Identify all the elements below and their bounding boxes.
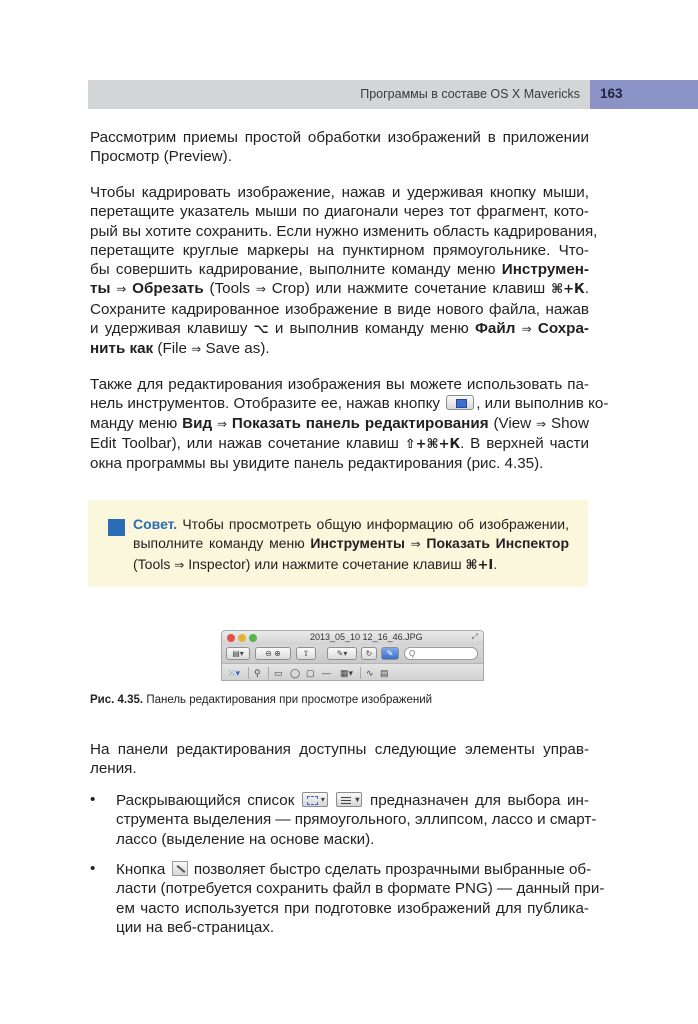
header-title: Программы в составе OS X Mavericks	[360, 87, 580, 101]
bullet-icon: •	[90, 860, 96, 877]
text-fragment: (File	[157, 340, 187, 358]
text-line: Чтобы кадрировать изображение, нажав и удерживая кнопку мыши,	[90, 184, 589, 201]
zoom-in-icon[interactable]: ⊕	[274, 649, 281, 658]
separator	[360, 667, 361, 679]
menu-term: Инструменты	[310, 535, 405, 552]
text-line: перетащите круглые маркеры на пунктирном прямоугольнике. Что-	[90, 241, 589, 259]
minimize-icon[interactable]	[238, 634, 246, 642]
paragraph-controls	[90, 740, 589, 779]
text-fragment: Раскрывающийся список	[116, 792, 295, 809]
window-titlebar	[222, 631, 483, 645]
oval-icon[interactable]: ◯	[290, 668, 301, 678]
text-fragment: Кнопка	[116, 861, 166, 878]
text-line: ем часто используется при подготовке изображений для публика-	[116, 899, 589, 917]
paragraph-intro	[90, 128, 589, 167]
selection-marquee-icon	[302, 792, 328, 807]
tip-text	[133, 515, 569, 575]
instant-alpha-button-icon	[172, 861, 188, 876]
text-fragment: предназначен для выбора ин-	[369, 792, 589, 809]
fullscreen-icon[interactable]: ⤢	[471, 632, 478, 641]
text-line: На панели редактирования доступны следующие элементы управ-	[90, 741, 589, 758]
text-fragment: (Tools	[209, 280, 251, 298]
edit-toolbar-button[interactable]: ✎	[381, 647, 399, 660]
text-fragment: манду меню	[90, 414, 178, 432]
search-input[interactable]: Q	[404, 647, 478, 660]
paragraph-crop	[90, 183, 598, 360]
preview-toolbar-figure	[221, 630, 484, 681]
text-line: окна программы вы увидите панель редактирования (рис. 4.35).	[90, 455, 544, 473]
adjust-size-icon[interactable]: ▤	[380, 668, 389, 678]
menu-term: ты	[90, 280, 111, 298]
text-fragment: бы совершить кадрирование, выполните команду меню	[90, 261, 496, 279]
speech-bubble-icon[interactable]: ▢	[306, 668, 315, 678]
rotate-button[interactable]: ↻	[361, 647, 377, 660]
zoom-icon[interactable]	[249, 634, 257, 642]
zoom-out-icon[interactable]: ⊖	[265, 649, 272, 658]
list-item	[116, 791, 597, 849]
edit-toolbar	[222, 663, 483, 681]
separator	[268, 667, 269, 679]
separator	[248, 667, 249, 679]
text-line: ления.	[90, 760, 137, 778]
option-key-icon: ⌥	[253, 322, 269, 338]
text-fragment: , или выполнив ко-	[476, 395, 609, 413]
text-line: ции на веб-страницах.	[116, 918, 275, 936]
text-line	[90, 394, 609, 413]
zoom-buttons[interactable]	[255, 647, 291, 660]
arrow-icon: ⇒	[521, 322, 532, 337]
menu-term: Сохра-	[537, 320, 589, 338]
arrow-icon: ⇒	[255, 282, 266, 297]
text-line	[133, 515, 569, 534]
figure-caption	[90, 694, 432, 706]
text-line: Сохраните кадрированное изображение в виде нового файла, нажав	[90, 300, 589, 318]
text-fragment: Чтобы просмотреть общую информацию об изображении,	[182, 516, 570, 532]
running-header	[88, 80, 590, 109]
list-item	[116, 860, 605, 937]
caption-text: Панель редактирования при просмотре изображений	[146, 694, 433, 706]
text-fragment: выполните команду меню	[133, 535, 305, 552]
text-fragment: (View	[493, 414, 532, 432]
main-toolbar	[222, 645, 483, 663]
arrow-icon: ⇒	[116, 282, 127, 297]
text-line: Просмотр (Preview).	[90, 148, 232, 166]
selection-list-icon	[336, 792, 362, 807]
text-fragment: Crop) или нажмите сочетание клавиш	[271, 280, 546, 298]
menu-term: Показать Инспектор	[426, 535, 570, 552]
text-line: Также для редактирования изображения вы можете использовать па-	[90, 376, 589, 393]
arrow-icon: ⇒	[174, 557, 185, 572]
text-fragment: . В верхней части	[460, 434, 589, 452]
page-number-box	[590, 80, 698, 109]
paragraph-toolbar	[90, 375, 609, 473]
text-fragment: Edit Toolbar), или нажав сочетание клавиш	[90, 434, 399, 452]
text-tool-icon[interactable]: ▦▾	[340, 668, 354, 678]
instant-alpha-icon[interactable]: ⚲	[254, 668, 261, 678]
text-line: ласти (потребуется сохранить файл в формате PNG) — данный при-	[116, 880, 605, 898]
menu-term: нить как	[90, 340, 154, 358]
shortcut: ⇧+⌘+К	[404, 436, 461, 452]
sidebar-button[interactable]: ▤▾	[226, 647, 250, 660]
tip-label: Совет.	[133, 516, 178, 532]
page-number: 163	[600, 86, 623, 101]
text-line	[90, 260, 589, 279]
text-line	[90, 434, 589, 454]
text-line: ты ⇒ Обрезать (Tools ⇒ Crop) или нажмите сочетание клавиш ⌘+К.	[90, 280, 589, 298]
menu-term: Обрезать	[132, 280, 204, 298]
arrow-icon: ⇒	[216, 416, 228, 431]
annotate-button[interactable]: ✎▾	[327, 647, 357, 660]
text-line	[116, 791, 589, 810]
text-line	[133, 534, 569, 554]
line-icon[interactable]: —	[322, 668, 331, 678]
text-line	[116, 860, 592, 879]
text-line: рый вы хотите сохранить. Если нужно изменить область кадрирования,	[90, 222, 598, 240]
rectangle-icon[interactable]: ▭	[274, 668, 283, 678]
text-line: (Tools ⇒ Inspector) или нажмите сочетание клавиш ⌘+I.	[133, 555, 498, 573]
text-fragment: Save as).	[205, 340, 270, 358]
shortcut: ⌘+I	[465, 557, 494, 573]
text-fragment: и выполнив команду меню	[274, 320, 469, 338]
bullet-icon: •	[90, 791, 96, 808]
arrow-icon: ⇒	[536, 416, 547, 431]
text-line: лассо (выделение на основе маски).	[116, 830, 375, 848]
shortcut: ⌘+К	[551, 282, 585, 298]
signature-icon[interactable]: ∿	[366, 668, 374, 678]
selection-tool-icon[interactable]: ⁙▾	[228, 668, 241, 678]
text-fragment: Show	[550, 414, 589, 432]
window-title: 2013_05_10 12_16_46.JPG	[310, 632, 423, 642]
text-line: струмента выделения — прямоугольного, эллипсом, лассо и смарт-	[116, 811, 597, 829]
edit-toolbar-button-icon	[446, 395, 474, 410]
tip-marker-icon	[108, 519, 125, 536]
arrow-icon: ⇒	[410, 537, 421, 552]
text-fragment: Inspector) или нажмите сочетание клавиш	[188, 555, 462, 572]
menu-term: Вид	[182, 414, 213, 432]
menu-term: Файл	[474, 320, 516, 338]
text-fragment: и удерживая клавишу	[90, 320, 248, 338]
menu-term: Показать панель редактирования	[231, 414, 489, 432]
close-icon[interactable]	[227, 634, 235, 642]
text-fragment: (Tools	[133, 555, 171, 572]
text-fragment: позволяет быстро сделать прозрачными выбранные об-	[193, 861, 592, 878]
tip-box	[88, 500, 588, 587]
caption-label: Рис. 4.35.	[90, 694, 144, 706]
text-line: перетащите указатель мыши по диагонали через тот фрагмент, кото-	[90, 203, 589, 221]
menu-term: Инструмен-	[501, 261, 589, 279]
arrow-icon: ⇒	[191, 342, 202, 357]
text-line	[90, 339, 589, 359]
text-line: Рассмотрим приемы простой обработки изображений в приложении	[90, 129, 589, 146]
text-fragment: нель инструментов. Отобразите ее, нажав кнопку	[90, 395, 440, 413]
text-line	[90, 414, 589, 434]
share-button[interactable]: ⇧	[296, 647, 316, 660]
text-line	[90, 319, 589, 339]
